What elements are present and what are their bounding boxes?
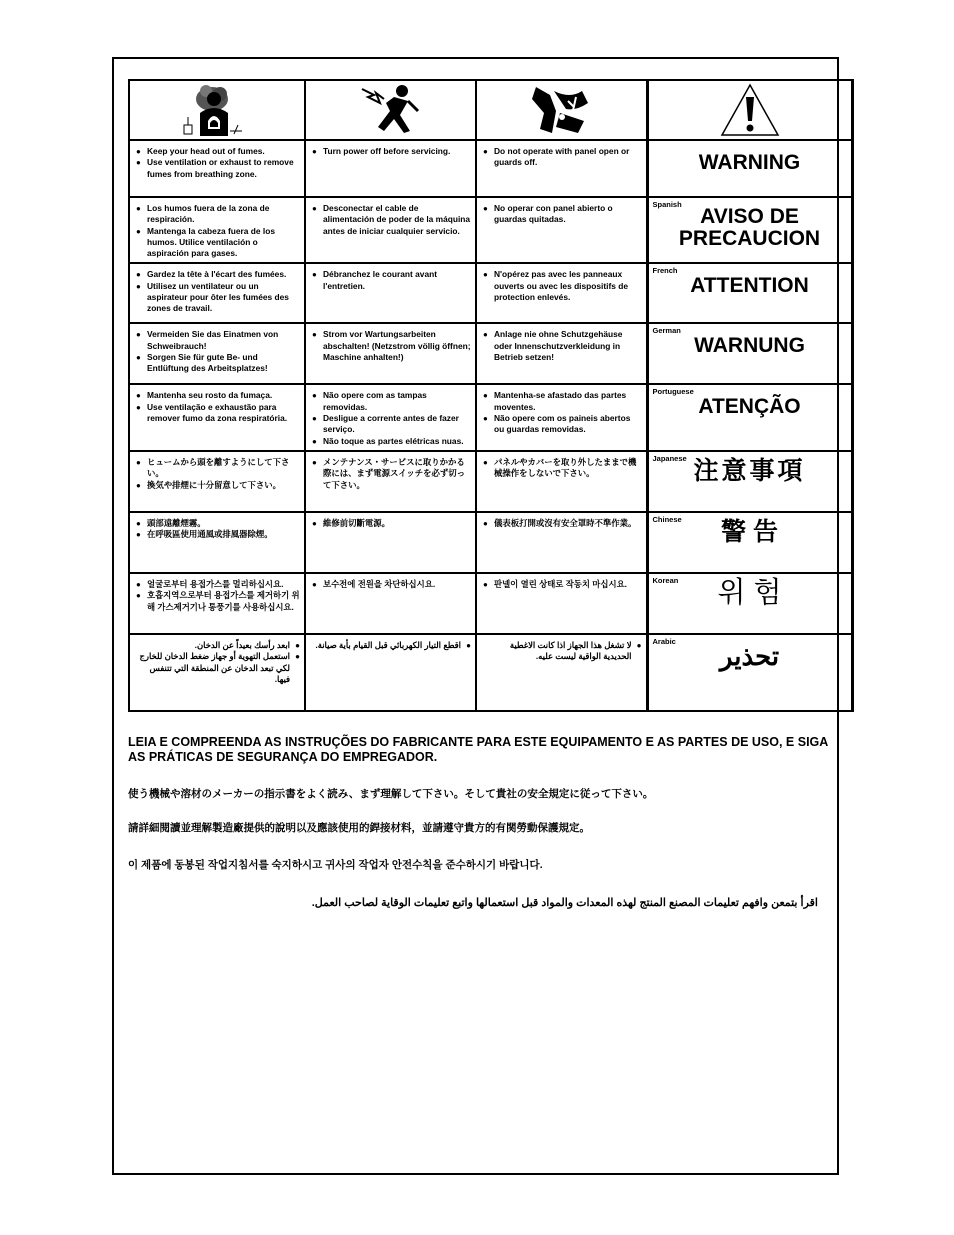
language-label: Arabic	[652, 636, 676, 646]
table-row	[129, 140, 852, 197]
list-item: ● Anlage nie ohne Schutzgehäuse oder Innenschutzverkleidung in Betrieb setzen!	[483, 329, 642, 363]
list-item: ● Strom vor Wartungsarbeiten abschalten! (Netzstrom völlig öffnen; Maschine anhalten!)	[312, 329, 471, 363]
list-item: ● Não opere com os paineis abertos ou guardas removidas.	[483, 413, 642, 436]
list-item: ● Use ventilação e exhaustão para remover fumo da zona respiratória.	[136, 402, 300, 425]
fumes-cell	[129, 512, 305, 573]
list-item: ● ابعد رأسك بعيداً عن الدخان.	[136, 640, 300, 651]
signal-word: AVISO DE PRECAUCION	[678, 205, 821, 250]
guards-cell	[476, 323, 647, 384]
list-item: ● Sorgen Sie für gute Be- und Entlüftung des Arbeitsplatzes!	[136, 352, 300, 375]
fumes-icon	[129, 80, 305, 140]
list-item: ● 얼굴로부터 용접가스를 멀리하십시요.	[136, 579, 300, 590]
fumes-cell	[129, 263, 305, 323]
guards-cell	[476, 573, 647, 634]
note-japanese: 使う機械や溶材のメーカーの指示書をよく読み、まず理解して下さい。そして貴社の安全規定に従って下さい。	[128, 788, 654, 800]
list-item: ● 頭部遠離煙霧。	[136, 518, 300, 529]
list-item: ● Não toque as partes elétricas nuas.	[312, 436, 471, 447]
list-item: ● Desligue a corrente antes de fazer serviço.	[312, 413, 471, 436]
signal-word: 注意事項	[693, 456, 806, 485]
list-item: ● 在呼吸區使用通風或排風器除煙。	[136, 529, 300, 540]
warning-table	[128, 79, 854, 712]
guards-cell	[476, 512, 647, 573]
power-cell	[305, 451, 476, 512]
list-item: ● Gardez la tête à l'écart des fumées.	[136, 269, 300, 280]
list-item: ● 維修前切斷電源。	[312, 518, 471, 529]
table-row	[129, 451, 852, 512]
list-item: ● Use ventilation or exhaust to remove fumes from breathing zone.	[136, 157, 300, 180]
table-row	[129, 512, 852, 573]
guards-cell	[476, 263, 647, 323]
list-item: ● Mantenga la cabeza fuera de los humos. Utilice ventilación o aspiración para gases.	[136, 226, 300, 260]
signal-word: WARNING	[698, 151, 801, 174]
list-item: ● Do not operate with panel open or guards off.	[483, 146, 642, 169]
list-item: ● メンテナンス・サービスに取りかかる際には、まず電源スイッチを必ず切って下さい。	[312, 457, 471, 491]
list-item: ● N'opérez pas avec les panneaux ouverts ou avec les dispositifs de protection enlevés.	[483, 269, 642, 303]
language-label: Japanese	[652, 453, 687, 463]
list-item: ● استعمل التهوية أو جهاز ضغط الدخان للخارج لكي تبعد الدخان عن المنطقة التي تتنفس فيها.	[136, 651, 300, 685]
guards-cell	[476, 197, 647, 263]
fumes-cell	[129, 573, 305, 634]
list-item: ● Mantenha-se afastado das partes moventes.	[483, 390, 642, 413]
fumes-cell	[129, 140, 305, 197]
signal-word: تحذير	[719, 640, 780, 671]
signal-word: ATTENTION	[690, 274, 809, 298]
power-cell	[305, 634, 476, 711]
table-row	[129, 573, 852, 634]
power-cell	[305, 263, 476, 323]
list-item: ● Débranchez le courant avant l'entretien.	[312, 269, 471, 292]
power-cell	[305, 384, 476, 450]
guards-cell	[476, 451, 647, 512]
signal-word-cell	[647, 512, 852, 573]
table-row	[129, 197, 852, 263]
table-row	[129, 384, 852, 450]
table-row	[129, 263, 852, 323]
signal-word: 위 험	[717, 576, 782, 609]
list-item: ● 換気や排煙に十分留意して下さい。	[136, 480, 300, 491]
list-item: ● Mantenha seu rosto da fumaça.	[136, 390, 300, 401]
signal-word-cell	[647, 140, 852, 197]
list-item: ● Turn power off before servicing.	[312, 146, 471, 157]
guards-cell	[476, 140, 647, 197]
guards-cell	[476, 634, 647, 711]
list-item: ● 儀表板打開或沒有安全罩時不準作業。	[483, 518, 642, 529]
signal-word-cell	[647, 634, 852, 711]
note-portuguese: LEIA E COMPREENDA AS INSTRUÇÕES DO FABRICANTE PARA ESTE EQUIPAMENTO E AS PARTES DE USO, E SIGA AS PRÁTICAS DE SEGURANÇA DO EMPREGADOR.	[128, 735, 828, 764]
fumes-cell	[129, 634, 305, 711]
language-label: Korean	[652, 575, 679, 585]
signal-word-cell	[647, 263, 852, 323]
list-item: ● No operar con panel abierto o guardas quitadas.	[483, 203, 642, 226]
list-item: ● 판넬이 열린 상태로 작동치 마십시요.	[483, 579, 642, 590]
list-item: ● Não opere com as tampas removidas.	[312, 390, 471, 413]
fumes-cell	[129, 384, 305, 450]
power-cell	[305, 323, 476, 384]
signal-word-cell	[647, 323, 852, 384]
list-item: ● Keep your head out of fumes.	[136, 146, 300, 157]
language-label: German	[652, 326, 681, 336]
list-item: ● パネルやカバーを取り外したままで機械操作をしないで下さい。	[483, 457, 642, 480]
list-item: ● لا تشغل هذا الجهاز اذا كانت الاغطية الحديدية الواقية ليست عليه.	[483, 640, 642, 663]
list-item: ● Utilisez un ventilateur ou un aspirateur pour ôter les fumées des zones de travail.	[136, 281, 300, 315]
signal-word-cell	[647, 197, 852, 263]
list-item: ● 보수전에 전원을 차단하십시요.	[312, 579, 471, 590]
language-label: Spanish	[652, 200, 682, 209]
list-item: ● 호흡지역으로부터 용접가스를 제거하기 위해 가스제거기나 통풍기를 사용하십시요.	[136, 590, 300, 613]
language-label: Portuguese	[652, 387, 694, 397]
power-cell	[305, 197, 476, 263]
signal-word-cell	[647, 384, 852, 450]
list-item: ● Desconectar el cable de alimentación de poder de la máquina antes de iniciar cualquier servicio.	[312, 203, 471, 237]
list-item: ● Los humos fuera de la zona de respiración.	[136, 203, 300, 226]
list-item: ● اقطع التيار الكهربائي قبل القيام بأية صيانة.	[312, 640, 471, 651]
guards-cell	[476, 384, 647, 450]
list-item: ● Vermeiden Sie das Einatmen von Schweibrauch!	[136, 329, 300, 352]
note-korean: 이 제품에 동봉된 작업지침서를 숙지하시고 귀사의 작업자 안전수칙을 준수하시기 바랍니다.	[128, 859, 543, 871]
hand-crush-icon	[476, 80, 647, 140]
note-chinese: 請詳細閱讀並理解製造廠提供的說明以及應該使用的銲接材料，並請遵守貴方的有関勞動保護規定。	[128, 822, 590, 834]
signal-word-cell	[647, 573, 852, 634]
language-label: Chinese	[652, 514, 682, 524]
signal-word-cell	[647, 451, 852, 512]
list-item: ● ヒュームから頭を離すようにして下さい。	[136, 457, 300, 480]
power-cell	[305, 512, 476, 573]
fumes-cell	[129, 197, 305, 263]
table-row	[129, 634, 852, 711]
electric-shock-icon	[305, 80, 476, 140]
signal-word: WARNUNG	[694, 334, 805, 358]
power-cell	[305, 140, 476, 197]
fumes-cell	[129, 451, 305, 512]
note-arabic: اقرأ بتمعن وافهم تعليمات المصنع المنتج لهذه المعدات والمواد قبل استعمالها واتبع تعليمات الوقاية لصاحب العمل.	[311, 897, 818, 909]
language-label: French	[652, 266, 678, 276]
power-cell	[305, 573, 476, 634]
fumes-cell	[129, 323, 305, 384]
warning-triangle-icon	[647, 80, 852, 140]
table-row	[129, 323, 852, 384]
signal-word: ATENÇÃO	[698, 395, 801, 419]
signal-word: 警 告	[721, 517, 778, 546]
